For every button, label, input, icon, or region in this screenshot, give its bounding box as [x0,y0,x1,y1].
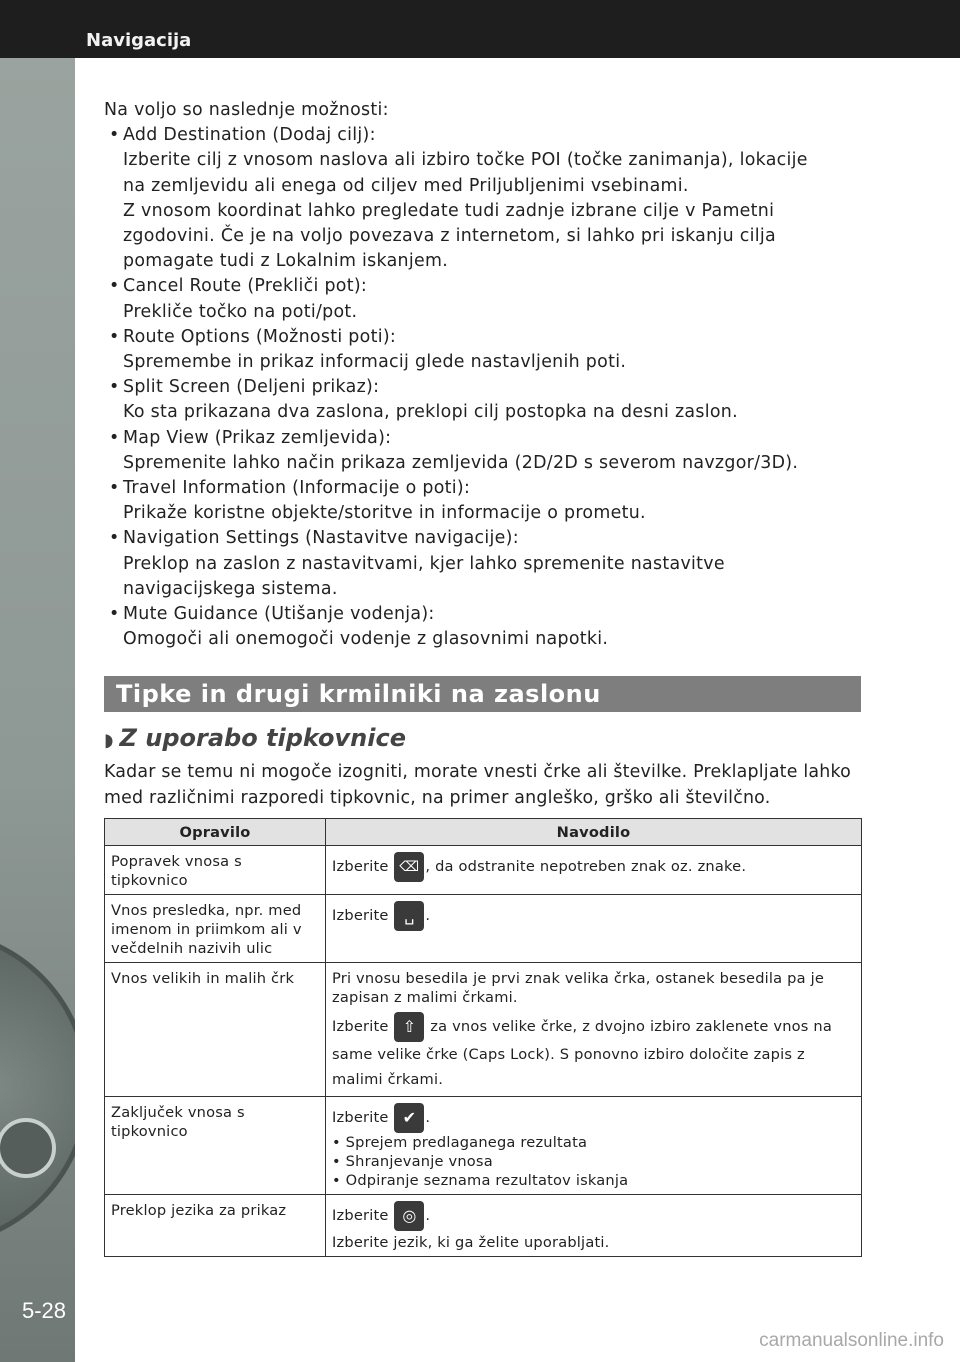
bullet-dot: • [332,1172,346,1189]
option-item [104,274,864,324]
instruction-line [332,1201,855,1231]
option-description: Prekliče točko na poti/pot. [123,301,358,322]
bullet-dot: • [332,1134,346,1151]
option-description: pomagate tudi z Lokalnim iskanjem. [123,251,449,272]
option-description: Spremenite lahko način prikaza zemljevida (2D/2D s severom navzgor/3D). [123,452,799,473]
instruction-cell [326,1195,862,1257]
section-title: Tipke in drugi krmilniki na zaslonu [116,680,601,708]
option-title: Mute Guidance (Utišanje vodenja): [123,604,435,625]
list-item-text: Sprejem predlaganega rezultata [345,1134,588,1151]
intro-line: Na voljo so naslednje možnosti: [104,100,389,120]
option-description: Ko sta prikazana dva zaslona, preklopi cilj postopka na desni zaslon. [123,402,738,423]
bullet-dot: • [109,528,120,549]
instruction-post: . [425,907,431,924]
bullet-dot: • [109,604,120,625]
bullet-dot: • [109,427,120,448]
instruction-post: za vnos velike črke, z dvojno izbiro zaklenete vnos na same velike črke (Caps Lock). S ponovno izbiro določite zapis z malimi črkami. [332,1018,833,1088]
option-description: Omogoči ali onemogoči vodenje z glasovnimi napotki. [123,629,609,650]
options-section [104,98,864,652]
option-description: Prikaže koristne objekte/storitve in informacije o prometu. [123,503,646,524]
watermark: carmanualsonline.info [759,1330,944,1351]
page-title: Navigacija [86,30,192,51]
instruction-pre: Izberite [332,1018,389,1035]
instruction-post: , da odstranite nepotreben znak oz. znake. [425,858,747,875]
option-description: Spremembe in prikaz informacij glede nastavljenih poti. [123,352,627,373]
subsection-intro: Kadar se temu ni mogoče izogniti, morate vnesti črke ali številke. Preklapljate lahko med različnimi razporedi tipkovnic, na primer angleško, grško ali številčno. [104,762,851,808]
sidebar-image [0,58,75,1362]
option-description: Z vnosom koordinat lahko pregledate tudi zadnje izbrane cilje v Pametni [123,200,775,221]
option-item [104,325,864,375]
instruction-pre: Izberite [332,1109,389,1126]
instruction-note: Pri vnosu besedila je prvi znak velika črka, ostanek besedila pa je zapisan z malimi črkami. [332,970,825,1006]
instruction-line [332,852,855,882]
table-row [105,1097,862,1195]
header-bar [0,0,960,58]
instruction-line [332,1103,855,1133]
table-header-row [105,819,862,846]
instruction-post: . [425,1207,431,1224]
option-title: Cancel Route (Prekliči pot): [123,276,368,297]
subsection-heading [104,724,406,752]
instruction-pre: Izberite [332,858,389,875]
instruction-cell [326,846,862,895]
instruction-cell [326,963,862,1097]
list-item [332,1133,855,1152]
instruction-cell [326,895,862,963]
list-item [332,1152,855,1171]
option-item [104,476,864,526]
option-description: na zemljevidu ali enega od ciljev med Priljubljenimi vsebinami. [123,175,689,196]
list-item [332,1171,855,1190]
task-cell: Vnos presledka, npr. med imenom in priimkom ali v večdelnih nazivih ulic [105,895,326,963]
dashboard-gauge-image [0,928,75,1248]
option-item [104,123,864,274]
bullet-dot: • [109,478,120,499]
bullet-dot: • [109,377,120,398]
option-item [104,375,864,425]
task-cell: Preklop jezika za prikaz [105,1195,326,1257]
options-list [104,123,864,652]
task-cell: Popravek vnosa s tipkovnico [105,846,326,895]
keyboard-table [104,818,862,1257]
bullet-dot: • [109,326,120,347]
option-description: Preklop na zaslon z nastavitvami, kjer lahko spremenite nastavitve [123,553,725,574]
instruction-post: . [425,1109,431,1126]
subsection-title: Z uporabo tipkovnice [119,724,406,752]
instruction-line [332,1012,855,1092]
backspace-icon: ⌫ [394,852,424,882]
table-row [105,846,862,895]
task-cell: Zaključek vnosa s tipkovnico [105,1097,326,1195]
bullet-dot: • [332,1153,346,1170]
bullet-dot: • [109,276,120,297]
option-item [104,602,864,652]
option-title: Travel Information (Informacije o poti): [123,478,471,499]
table-row [105,963,862,1097]
table-row [105,1195,862,1257]
option-description: Izberite cilj z vnosom naslova ali izbiro točke POI (točke zanimanja), lokacije [123,150,808,171]
instruction-pre: Izberite [332,1207,389,1224]
space-icon: ␣ [394,901,424,931]
section-banner [104,676,861,712]
shift-arrow-icon: ⇧ [394,1012,424,1042]
option-description: zgodovini. Če je na voljo povezava z internetom, si lahko pri iskanju cilja [123,226,776,247]
bullet-dot: • [109,125,120,146]
subsection-marker-icon: ◗ [104,730,114,751]
option-item [104,426,864,476]
option-title: Add Destination (Dodaj cilj): [123,125,376,146]
checkmark-icon: ✔ [394,1103,424,1133]
instruction-cell [326,1097,862,1195]
table-row [105,895,862,963]
option-title: Map View (Prikaz zemljevida): [123,427,392,448]
option-title: Route Options (Možnosti poti): [123,326,397,347]
instruction-line [332,901,855,931]
option-title: Split Screen (Deljeni prikaz): [123,377,380,398]
instruction-after: Izberite jezik, ki ga želite uporabljati. [332,1234,610,1251]
instruction-pre: Izberite [332,907,389,924]
list-item-text: Odpiranje seznama rezultatov iskanja [345,1172,629,1189]
globe-icon: ◎ [394,1201,424,1231]
option-description: navigacijskega sistema. [123,578,338,599]
list-item-text: Shranjevanje vnosa [345,1153,493,1170]
header-instructions: Navodilo [326,819,862,846]
header-task: Opravilo [105,819,326,846]
page-number: 5-28 [22,1298,67,1323]
option-title: Navigation Settings (Nastavitve navigacije): [123,528,519,549]
task-cell: Vnos velikih in malih črk [105,963,326,1097]
option-item [104,526,864,602]
